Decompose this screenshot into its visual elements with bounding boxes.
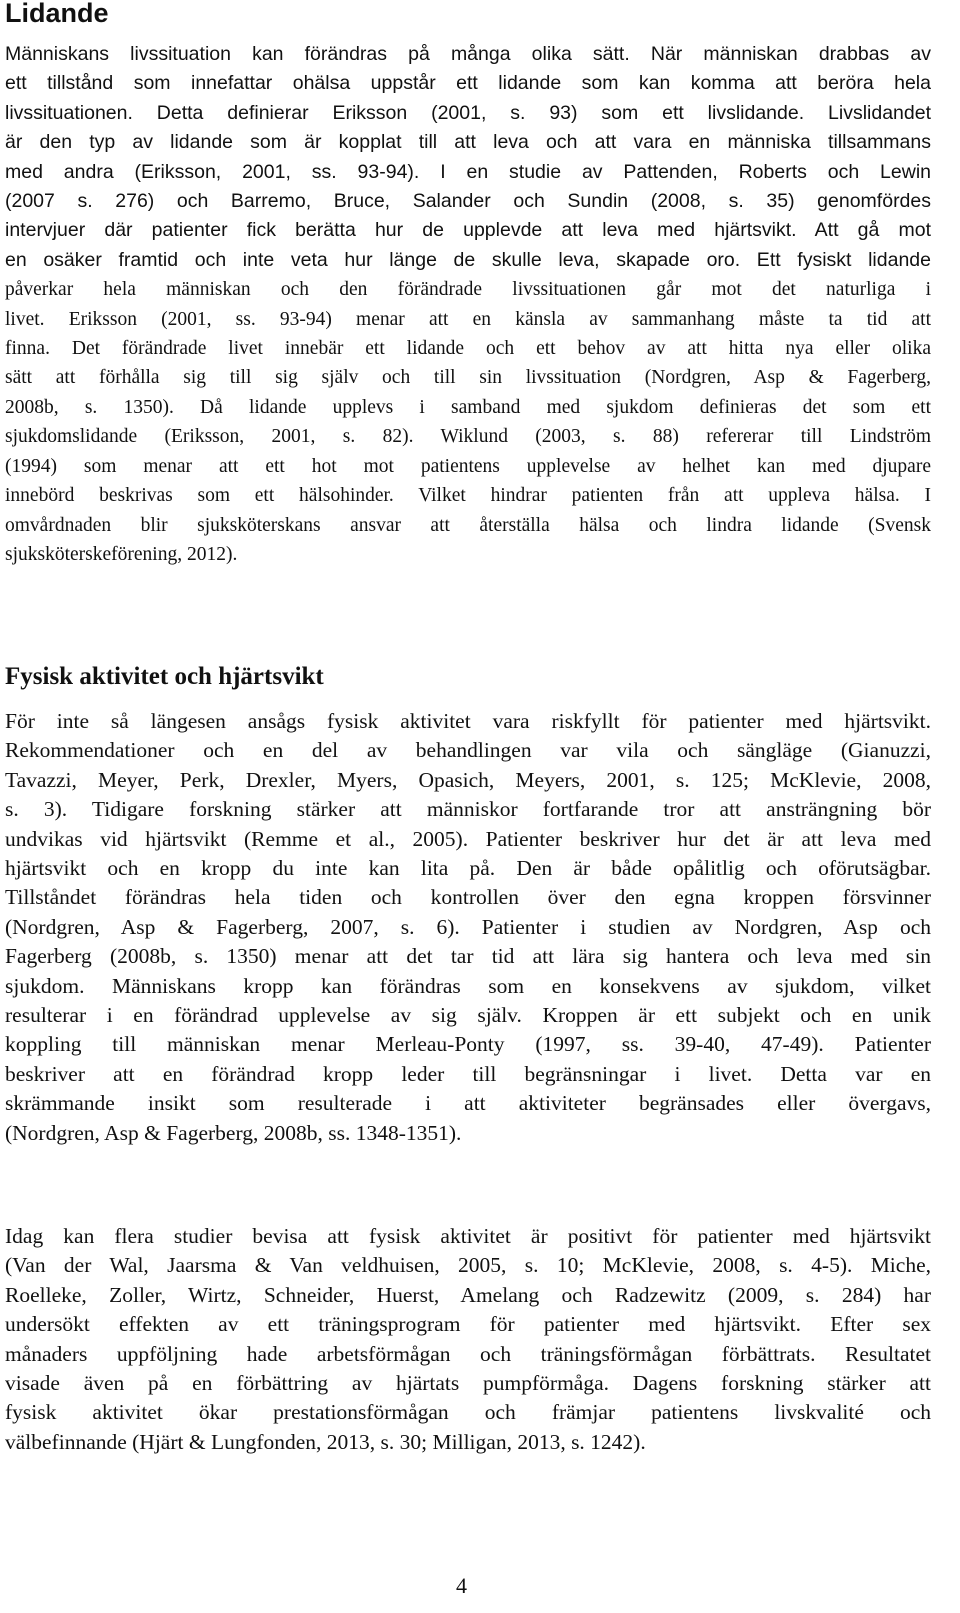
text-line: sjukdom. Människans kropp kan förändras som en konsekvens av sjukdom, vilket [5,973,931,998]
text-line: Tillståndet förändras hela tiden och kontrollen över den egna kroppen försvinner [5,885,931,910]
text-line: (Nordgren, Asp & Fagerberg, 2007, s. 6). Patienter i studien av Nordgren, Asp och [5,914,931,939]
text-line: skrämmande insikt som resulterade i att aktiviteter begränsades eller övergavs, [5,1091,931,1116]
text-line: är den typ av lidande som är kopplat till att leva och att vara en människa tillsammans [5,131,931,154]
text-line: påverkar hela människan och den förändrade livssituationen går mot det naturliga i [5,279,931,301]
text-line: Rekommendationer och en del av behandlingen var vila och sängläge (Gianuzzi, [5,738,931,763]
text-line: undvikas vid hjärtsvikt (Remme et al., 2005). Patienter beskriver hur det är att leva med [5,826,931,851]
text-line: omvårdnaden blir sjuksköterskans ansvar att återställa hälsa och lindra lidande (Svensk [5,514,931,536]
text-line: 2008b, s. 1350). Då lidande upplevs i samband med sjukdom definieras det som ett [5,396,931,418]
text-line: innebörd beskrivas som ett hälsohinder. Vilket hindrar patienten från att uppleva hälsa. I [5,485,931,507]
text-line: beskriver att en förändrad kropp leder till begränsningar i livet. Detta var en [5,1061,931,1086]
paragraph-studier [5,1222,931,1457]
text-line: sjuksköterskeförening, 2012). [5,543,238,565]
text-line: (Van der Wal, Jaarsma & Van veldhuisen, 2005, s. 10; McKlevie, 2008, s. 4-5). Miche, [5,1253,931,1278]
text-line: (Nordgren, Asp & Fagerberg, 2008b, ss. 1348-1351). [5,1120,462,1145]
text-line: sätt att förhålla sig till sig själv och till sin livssituation (Nordgren, Asp & Fagerberg, [5,367,931,389]
text-line: Människans livssituation kan förändras på många olika sätt. När människan drabbas av [5,43,931,65]
text-line: ett tillstånd som innefattar ohälsa uppstår ett lidande som kan komma att beröra hela [5,72,931,95]
text-line: livssituationen. Detta definierar Eriksson (2001, s. 93) som ett livslidande. Livslidandet [5,101,931,124]
text-line: intervjuer där patienter fick berätta hur de upplevde att leva med hjärtsvikt. Att gå mot [5,219,931,242]
text-line: visade även på en förbättring av hjärtats pumpförmåga. Dagens forskning stärker att [5,1371,931,1396]
text-line: finna. Det förändrade livet innebär ett lidande och ett behov av att hitta nya eller olika [5,338,931,360]
text-line: fysisk aktivitet ökar prestationsförmågan och främjar patientens livskvalité och [5,1400,931,1425]
text-line: hjärtsvikt och en kropp du inte kan lita på. Den är både opålitlig och oförutsägbar. [5,856,931,881]
text-line: sjukdomslidande (Eriksson, 2001, s. 82). Wiklund (2003, s. 88) refererar till Lindström [5,426,931,448]
text-line: Fagerberg (2008b, s. 1350) menar att det tar tid att lära sig hantera och leva med sin [5,944,931,969]
text-line: Idag kan flera studier bevisa att fysisk aktivitet är positivt för patienter med hjärtsvikt [5,1224,931,1248]
text-line: För inte så längesen ansågs fysisk aktivitet vara riskfyllt för patienter med hjärtsvikt. [5,709,931,733]
text-line: välbefinnande (Hjärt & Lungfonden, 2013, s. 30; Milligan, 2013, s. 1242). [5,1429,646,1454]
text-line: undersökt effekten av ett träningsprogram för patienter med hjärtsvikt. Efter sex [5,1312,931,1337]
text-line: månaders uppföljning hade arbetsförmågan och träningsförmågan förbättrats. Resultatet [5,1341,931,1366]
text-line: koppling till människan menar Merleau-Ponty (1997, ss. 39-40, 47-49). Patienter [5,1032,931,1057]
text-line: resulterar i en förändrad upplevelse av sig själv. Kroppen är ett subjekt och en unik [5,1003,931,1028]
text-line: Roelleke, Zoller, Wirtz, Schneider, Huerst, Amelang och Radzewitz (2009, s. 284) har [5,1282,931,1307]
heading-fysisk-aktivitet: Fysisk aktivitet och hjärtsvikt [5,663,324,690]
text-line: (2007 s. 276) och Barremo, Bruce, Salander och Sundin (2008, s. 35) genomfördes [5,190,931,213]
text-line: en osäker framtid och inte veta hur länge de skulle leva, skapade oro. Ett fysiskt lidande [5,248,931,271]
text-line: Tavazzi, Meyer, Perk, Drexler, Myers, Opasich, Meyers, 2001, s. 125; McKlevie, 2008, [5,767,931,792]
text-line: livet. Eriksson (2001, ss. 93-94) menar att en känsla av sammanhang måste ta tid att [5,308,931,330]
text-line: med andra (Eriksson, 2001, ss. 93-94). I en studie av Pattenden, Roberts och Lewin [5,160,931,183]
page-number: 4 [456,1573,467,1598]
heading-lidande: Lidande [5,0,109,28]
text-line: s. 3). Tidigare forskning stärker att människor fortfarande tror att ansträngning bör [5,797,931,822]
text-line: (1994) som menar att ett hot mot patientens upplevelse av helhet kan med djupare [5,455,931,477]
paragraph-fysisk-aktivitet [5,707,931,1148]
paragraph-lidande [5,40,931,569]
